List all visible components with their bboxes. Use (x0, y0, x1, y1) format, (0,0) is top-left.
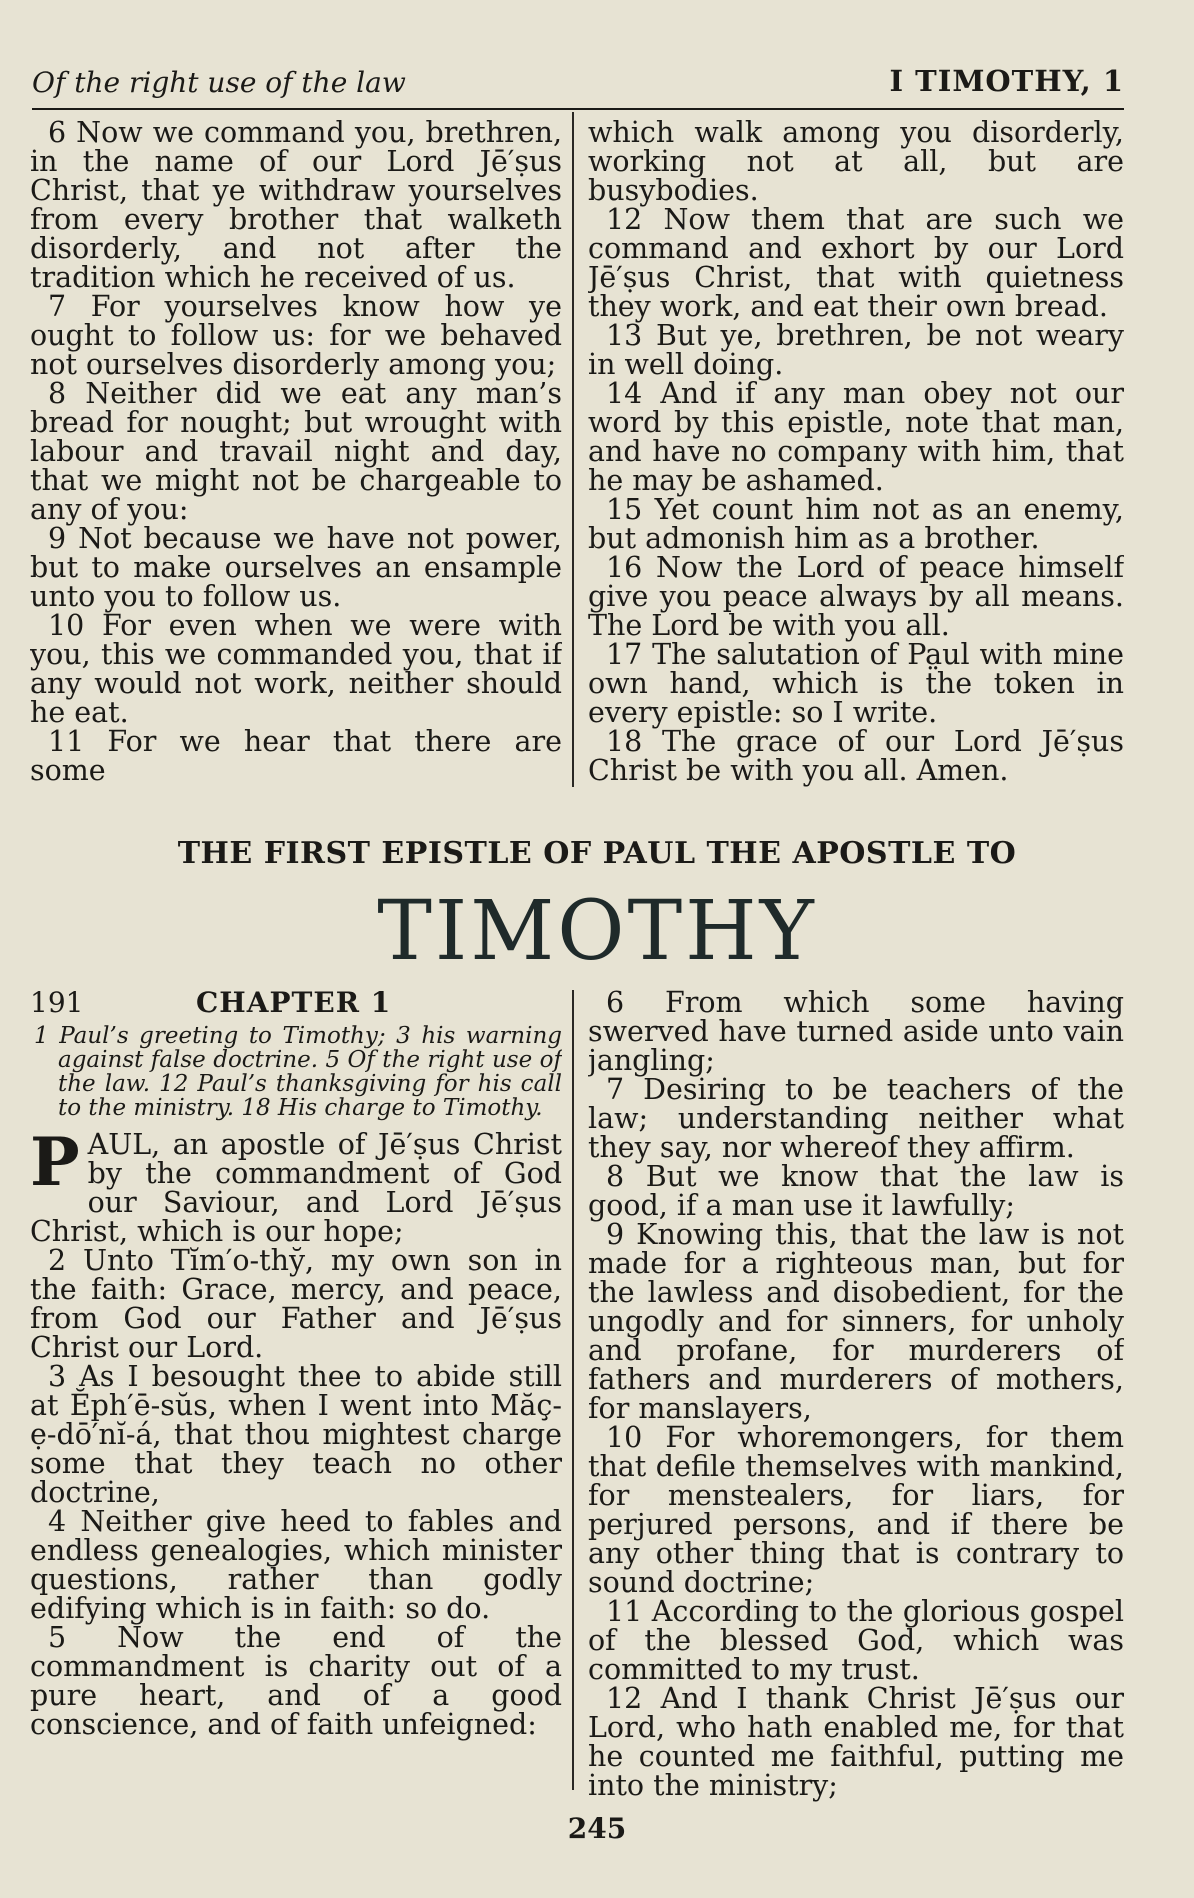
verse: 16 Now the Lord of peace himself give you peace always by all means. The Lord be with you all. (588, 551, 1124, 642)
chapter-number: 191 (30, 988, 84, 1019)
drop-cap: P (30, 1123, 80, 1201)
running-head-topic: Of the right use of the law (32, 66, 406, 99)
epistle-title: THE FIRST EPISTLE OF PAUL THE APOSTLE TO (177, 836, 1017, 871)
top-left-column (30, 118, 562, 793)
verse: 9 Not because we have not power, but to make ourselves an ensample unto you to follow us. (30, 522, 562, 613)
verse: 15 Yet count him not as an enemy, but admonish him as a brother. (588, 493, 1124, 555)
verse: 2 Unto Tĭm′o-thy̆, my own son in the faith: Grace, mercy, and peace, from God our Father and Jē′ṣus Christ our Lord. (30, 1244, 562, 1364)
bottom-left-column (30, 988, 562, 1808)
verse: 8 But we know that the law is good, if a man use it lawfully; (588, 1160, 1124, 1222)
verse: 6 From which some having swerved have turned aside unto vain jangling; (588, 988, 1124, 1077)
column-divider (572, 112, 574, 787)
book-title: TIMOTHY (377, 884, 817, 979)
chapter-label: CHAPTER 1 (196, 988, 392, 1019)
verse: 11 For we hear that there are some (30, 725, 562, 787)
page-number: 245 (567, 1812, 627, 1845)
verse: which walk among you disorderly, working not at all, but are busybodies. (588, 118, 1124, 207)
verse: AUL, an apostle of Jē′ṣus Christ by the commandment of God our Saviour, and Lord Jē′ṣus Christ, which is our hope; (30, 1128, 562, 1248)
verse: 14 And if any man obey not our word by this epistle, note that man, and have no company with him, that he may be ashamed. (588, 377, 1124, 497)
verse: 13 But ye, brethren, be not weary in well doing. (588, 319, 1124, 381)
verse: 10 For even when we were with you, this we commanded you, that if any would not work, neither should he eat. (30, 609, 562, 729)
verse: 17 The salutation of Pa̤ul with mine own hand, which is the token in every epistle: so I write. (588, 638, 1124, 729)
verse: 6 Now we command you, brethren, in the name of our Lord Jē′ṣus Christ, that ye withdraw yourselves from every brother that walketh disorderly, and not after the tradition which he received of us. (30, 118, 562, 294)
verse: 18 The grace of our Lord Jē′ṣus Christ be with you all. Amen. (588, 725, 1124, 787)
chapter-heading (30, 988, 562, 1020)
verse: 10 For whoremongers, for them that defile themselves with mankind, for menstealers, for liars, for perjured persons, and if there be any other thing that is contrary to sound doctrine; (588, 1421, 1124, 1599)
bottom-right-column (588, 988, 1124, 1808)
verse: 4 Neither give heed to fables and endless genealogies, which minister questions, rather than godly edifying which is in faith: so do. (30, 1505, 562, 1625)
verse: 8 Neither did we eat any man’s bread for nought; but wrought with labour and travail night and day, that we might not be chargeable to any of you: (30, 377, 562, 526)
verse: 7 Desiring to be teachers of the law; understanding neither what they say, nor whereof they affirm. (588, 1073, 1124, 1164)
column-divider (572, 990, 574, 1790)
verse: 3 As I besought thee to abide still at Ĕph′ē-sŭs, when I went into Măç-ẹ-dō′nĭ-á, that thou mightest charge some that they teach no other doctrine, (30, 1360, 562, 1509)
verse: 12 Now them that are such we command and exhort by our Lord Jē′ṣus Christ, that with quietness they work, and eat their own bread. (588, 203, 1124, 323)
verse: 11 According to the glorious gospel of the blessed God, which was committed to my trust. (588, 1595, 1124, 1686)
running-head-book: I TIMOTHY, 1 (889, 64, 1124, 98)
verse: 5 Now the end of the commandment is charity out of a pure heart, and of a good conscience, and of faith unfeigned: (30, 1621, 562, 1741)
verse: 9 Knowing this, that the law is not made for a righteous man, but for the lawless and disobedient, for the ungodly and for sinners, for unholy and profane, for murderers of fathers and murderers of mothers, for manslayers, (588, 1218, 1124, 1425)
verse: 7 For yourselves know how ye ought to follow us: for we behaved not ourselves disorderly among you; (30, 290, 562, 381)
running-head (32, 62, 1124, 110)
chapter-summary: 1 Paul’s greeting to Timothy; 3 his warning against false doctrine. 5 Of the right use of the law. 12 Paul’s thanksgiving for his call to the ministry. 18 His charge to Timothy. (34, 1023, 562, 1121)
top-right-column (588, 118, 1124, 793)
verse: 12 And I thank Christ Jē′ṣus our Lord, who hath enabled me, for that he counted me faithful, putting me into the ministry; (588, 1682, 1124, 1802)
opening-verse (30, 1123, 562, 1248)
